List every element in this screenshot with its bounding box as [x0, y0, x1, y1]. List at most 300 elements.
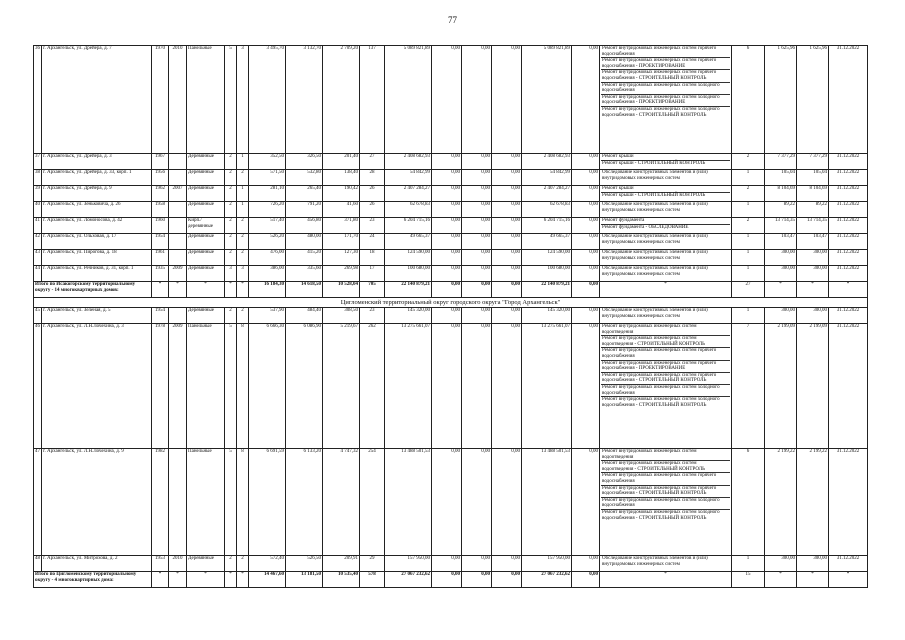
wall-material-cell: Деревянные: [187, 234, 225, 250]
year-built-cell: 1953: [152, 556, 169, 572]
work-item: Ремонт внутридомовых инженерных систем горячего водоснабжения: [601, 46, 730, 58]
fund-local-cell: 0,00: [492, 218, 522, 234]
total-area-cell: 352,50: [249, 154, 286, 170]
works-cell: [600, 449, 732, 556]
works-count-cell: 6: [732, 46, 765, 154]
table-row: [34, 308, 868, 324]
fund-regional-cell: 0,00: [462, 449, 492, 556]
fund-local-cell: 0,00: [492, 170, 522, 186]
fund-other-cell: 0,00: [572, 218, 600, 234]
floors-cell: 5: [225, 46, 237, 154]
subtotal-deadline: *: [829, 572, 868, 588]
address-cell: г. Архангельск, ул. Ольховая, д. 17: [42, 234, 152, 250]
fund-federal-cell: 0,00: [432, 449, 462, 556]
table-row: [34, 234, 868, 250]
year-renovated-cell: [169, 154, 187, 170]
row-number: 46: [34, 324, 42, 449]
living-area-cell: 265,40: [286, 186, 323, 202]
fund-local-cell: 0,00: [492, 449, 522, 556]
work-item: Обследование конструктивных элементов и (или) внутридомовых инженерных систем: [602, 170, 708, 181]
residents-cell: 24: [360, 234, 385, 250]
deadline-cell: 31.12.2022: [829, 170, 868, 186]
fund-other-cell: 0,00: [572, 46, 600, 154]
fund-owners-cell: 13 275 661,07: [522, 324, 572, 449]
table-row: [34, 170, 868, 186]
living-area-cell: 532,80: [286, 170, 323, 186]
unit-cost-cell: 300,00: [765, 308, 797, 324]
row-number: 44: [34, 266, 42, 282]
works-cell: [600, 202, 732, 218]
subtotal-living_priv: 10 535,40: [323, 572, 360, 588]
unit-cost-cell: 300,00: [765, 250, 797, 266]
subtotal-floors: *: [225, 572, 237, 588]
deadline-cell: 31.12.2022: [829, 308, 868, 324]
entrances-cell: 1: [237, 202, 249, 218]
entrances-cell: 2: [237, 250, 249, 266]
max-cost-cell: 7 377,29: [797, 154, 829, 170]
work-item: Ремонт фундамента - ОБСЛЕДОВАНИЕ: [602, 224, 689, 230]
table-row: [34, 218, 868, 234]
subtotal-deadline: *: [829, 282, 868, 298]
fund-owners-cell: 13 488 501,53: [522, 449, 572, 556]
unit-cost-cell: 7 377,29: [765, 154, 797, 170]
fund-federal-cell: 0,00: [432, 170, 462, 186]
work-item: Ремонт внутридомовых инженерных систем горячего водоснабжения: [601, 473, 730, 485]
subtotal-label: Итого по Цигломенскому территориальному округу - 4 многоквартирных дома:: [34, 572, 152, 588]
work-item: Ремонт внутридомовых инженерных систем холодного водоснабжения: [601, 83, 730, 95]
unit-cost-cell: 300,00: [765, 556, 797, 572]
fund-owners-cell: 6 204 715,16: [522, 218, 572, 234]
row-number: 38: [34, 170, 42, 186]
work-item: Ремонт внутридомовых инженерных систем холодного водоснабжения - СТРОИТЕЛЬНЫЙ КОНТРОЛЬ: [602, 509, 720, 521]
cost-cell: 62 678,83: [385, 202, 432, 218]
fund-local-cell: 0,00: [492, 154, 522, 170]
fund-owners-cell: 5 089 821,89: [522, 46, 572, 154]
table-row: [34, 186, 868, 202]
fund-federal-cell: 0,00: [432, 202, 462, 218]
fund-federal-cell: 0,00: [432, 324, 462, 449]
subtotal-reno: *: [169, 282, 187, 298]
max-cost-cell: 13 714,35: [797, 218, 829, 234]
deadline-cell: 31.12.2022: [829, 218, 868, 234]
subtotal-fund_owners: 27 067 232,62: [522, 572, 572, 588]
table-row: [34, 46, 868, 154]
total-area-cell: 517,40: [249, 218, 286, 234]
work-item: Ремонт внутридомовых инженерных систем холодного водоснабжения - СТРОИТЕЛЬНЫЙ КОНТРОЛЬ: [602, 106, 720, 118]
table-row: [34, 266, 868, 282]
row-number: 36: [34, 46, 42, 154]
fund-federal-cell: 0,00: [432, 556, 462, 572]
wall-material-cell: Деревянные: [187, 250, 225, 266]
subtotal-fund_other: 0,00: [572, 282, 600, 298]
works-count-cell: 1: [732, 234, 765, 250]
subtotal-unit-cost: *: [765, 282, 797, 298]
max-cost-cell: 105,04: [797, 170, 829, 186]
cost-cell: 49 665,37: [385, 234, 432, 250]
residents-cell: 262: [360, 324, 385, 449]
work-item: Ремонт внутридомовых инженерных систем холодного водоснабжения - СТРОИТЕЛЬНЫЙ КОНТРОЛЬ: [602, 397, 720, 408]
unit-cost-cell: 300,00: [765, 266, 797, 282]
table-row: [34, 324, 868, 449]
subtotal-entr: *: [237, 282, 249, 298]
fund-regional-cell: 0,00: [462, 218, 492, 234]
fund-owners-cell: 100 680,00: [522, 266, 572, 282]
address-cell: г. Архангельск, ул. Дрейера, д. 33, корп. 1: [42, 170, 152, 186]
total-area-cell: 526,20: [249, 234, 286, 250]
subtotal-works: *: [600, 572, 732, 588]
year-built-cell: 1982: [152, 449, 169, 556]
subtotal-material: *: [187, 282, 225, 298]
subtotal-max-cost: *: [797, 572, 829, 588]
address-cell: г. Архангельск, ул. Л.Н.Лочехина, д. 9: [42, 449, 152, 556]
floors-cell: 2: [225, 202, 237, 218]
residents-cell: 254: [360, 449, 385, 556]
year-built-cell: 1954: [152, 308, 169, 324]
work-item: Ремонт внутридомовых инженерных систем горячего водоснабжения - СТРОИТЕЛЬНЫЙ КОНТРОЛЬ: [601, 486, 730, 498]
cost-cell: 13 275 661,07: [385, 324, 432, 449]
residents-cell: 23: [360, 308, 385, 324]
works-cell: [600, 324, 732, 449]
deadline-cell: 31.12.2022: [829, 46, 868, 154]
fund-local-cell: 0,00: [492, 46, 522, 154]
address-cell: г. Архангельск, ул. Дрейера, д. 9: [42, 186, 152, 202]
unit-cost-cell: 1 625,96: [765, 46, 797, 154]
work-item: Обследование конструктивных элементов и (или) внутридомовых инженерных систем: [602, 556, 708, 567]
works-count-cell: 2: [732, 186, 765, 202]
wall-material-cell: Кирп./ деревянные: [187, 218, 225, 234]
fund-local-cell: 0,00: [492, 234, 522, 250]
row-number: 42: [34, 234, 42, 250]
subtotal-cost: 27 067 232,62: [385, 572, 432, 588]
fund-owners-cell: 2 408 682,93: [522, 154, 572, 170]
work-item: Ремонт внутридомовых инженерных систем горячего водоснабжения - СТРОИТЕЛЬНЫЙ КОНТРОЛЬ: [601, 70, 730, 82]
living-area-cell: 484,40: [286, 308, 323, 324]
year-built-cell: 1970: [152, 46, 169, 154]
row-number: 37: [34, 154, 42, 170]
subtotal-built: *: [152, 282, 169, 298]
entrances-cell: 2: [237, 218, 249, 234]
fund-federal-cell: 0,00: [432, 46, 462, 154]
max-cost-cell: 89,22: [797, 202, 829, 218]
work-item: Ремонт крыши - СТРОИТЕЛЬНЫЙ КОНТРОЛЬ: [602, 160, 706, 166]
deadline-cell: 31.12.2022: [829, 202, 868, 218]
works-count-cell: 2: [732, 218, 765, 234]
residents-cell: 29: [360, 556, 385, 572]
fund-other-cell: 0,00: [572, 556, 600, 572]
cost-cell: 124 590,00: [385, 250, 432, 266]
fund-owners-cell: 49 665,37: [522, 234, 572, 250]
subtotal-entr: *: [237, 572, 249, 588]
year-built-cell: 1956: [152, 170, 169, 186]
subtotal-fund_federal: 0,00: [432, 282, 462, 298]
floors-cell: 2: [225, 556, 237, 572]
fund-other-cell: 0,00: [572, 202, 600, 218]
subtotal-fund_regional: 0,00: [462, 572, 492, 588]
fund-local-cell: 0,00: [492, 186, 522, 202]
floors-cell: 5: [225, 324, 237, 449]
address-cell: г. Архангельск, ул. Дрейера, д. 3: [42, 154, 152, 170]
works-count-cell: 1: [732, 250, 765, 266]
living-area-cell: 526,50: [286, 556, 323, 572]
row-number: 40: [34, 202, 42, 218]
private-area-cell: 190,42: [323, 186, 360, 202]
fund-owners-cell: 2 407 284,27: [522, 186, 572, 202]
address-cell: г. Архангельск, ул. Зеньковича, д. 26: [42, 202, 152, 218]
work-item: Ремонт внутридомовых инженерных систем холодного водоснабжения: [601, 498, 730, 510]
max-cost-cell: 8 104,69: [797, 186, 829, 202]
total-area-cell: 476,00: [249, 250, 286, 266]
works-cell: [600, 266, 732, 282]
entrances-cell: 2: [237, 170, 249, 186]
total-area-cell: 572,40: [249, 556, 286, 572]
table-row: [34, 449, 868, 556]
address-cell: г. Архангельск, ул. Речников, д. 31, корп. 1: [42, 266, 152, 282]
fund-other-cell: 0,00: [572, 250, 600, 266]
private-area-cell: 138,40: [323, 170, 360, 186]
living-area-cell: 6 133,20: [286, 449, 323, 556]
floors-cell: 2: [225, 234, 237, 250]
subtotal-fund_regional: 0,00: [462, 282, 492, 298]
fund-owners-cell: 157 950,00: [522, 556, 572, 572]
year-renovated-cell: [169, 170, 187, 186]
fund-local-cell: 0,00: [492, 556, 522, 572]
fund-owners-cell: 62 678,83: [522, 202, 572, 218]
wall-material-cell: Панельные: [187, 324, 225, 449]
work-item: Обследование конструктивных элементов и (или) внутридомовых инженерных систем: [602, 250, 708, 261]
cost-cell: 54 842,99: [385, 170, 432, 186]
row-number: 43: [34, 250, 42, 266]
cost-cell: 2 408 682,93: [385, 154, 432, 170]
unit-cost-cell: 2 199,22: [765, 449, 797, 556]
fund-other-cell: 0,00: [572, 449, 600, 556]
work-item: Ремонт крыши: [601, 154, 730, 161]
fund-federal-cell: 0,00: [432, 308, 462, 324]
fund-regional-cell: 0,00: [462, 250, 492, 266]
private-area-cell: 371,80: [323, 218, 360, 234]
private-area-cell: 209,91: [323, 556, 360, 572]
fund-regional-cell: 0,00: [462, 266, 492, 282]
deadline-cell: 31.12.2022: [829, 449, 868, 556]
work-item: Ремонт внутридомовых инженерных систем водоотведения - СТРОИТЕЛЬНЫЙ КОНТРОЛЬ: [601, 336, 730, 348]
works-cell: [600, 218, 732, 234]
floors-cell: 2: [225, 218, 237, 234]
entrances-cell: 2: [237, 234, 249, 250]
total-area-cell: 537,90: [249, 308, 286, 324]
wall-material-cell: Деревянные: [187, 202, 225, 218]
fund-regional-cell: 0,00: [462, 170, 492, 186]
address-cell: г. Архангельск, ул. Митрохова, д. 2: [42, 556, 152, 572]
deadline-cell: 31.12.2022: [829, 324, 868, 449]
fund-local-cell: 0,00: [492, 308, 522, 324]
year-renovated-cell: [169, 202, 187, 218]
deadline-cell: 31.12.2022: [829, 250, 868, 266]
works-count-cell: 1: [732, 556, 765, 572]
work-item: Ремонт внутридомовых инженерных систем горячего водоснабжения: [601, 348, 730, 360]
address-cell: г. Архангельск, ул. Дрейера, д. 7: [42, 46, 152, 154]
subtotal-built: *: [152, 572, 169, 588]
year-built-cell: 1935: [152, 266, 169, 282]
fund-federal-cell: 0,00: [432, 266, 462, 282]
work-item: Ремонт крыши: [601, 186, 730, 193]
floors-cell: 5: [225, 449, 237, 556]
entrances-cell: 8: [237, 324, 249, 449]
deadline-cell: 31.12.2022: [829, 266, 868, 282]
year-built-cell: 1961: [152, 250, 169, 266]
work-item: Ремонт внутридомовых инженерных систем водоотведения: [601, 449, 730, 461]
max-cost-cell: 1 625,96: [797, 46, 829, 154]
subtotal-living: 14 618,50: [286, 282, 323, 298]
works-count-cell: 6: [732, 449, 765, 556]
work-item: Ремонт внутридомовых инженерных систем водоотведения: [601, 324, 730, 336]
subtotal-floors: *: [225, 282, 237, 298]
max-cost-cell: 2 199,09: [797, 324, 829, 449]
work-item: Ремонт внутридомовых инженерных систем холодного водоснабжения - ПРОЕКТИРОВАНИЕ: [601, 95, 730, 107]
cost-cell: 145 320,00: [385, 308, 432, 324]
subtotal-living_priv: 10 528,04: [323, 282, 360, 298]
year-built-cell: 1962: [152, 186, 169, 202]
residents-cell: 28: [360, 170, 385, 186]
row-number: 47: [34, 449, 42, 556]
fund-local-cell: 0,00: [492, 250, 522, 266]
private-area-cell: 127,30: [323, 250, 360, 266]
works-count-cell: 1: [732, 202, 765, 218]
page-number: 77: [448, 15, 457, 25]
fund-other-cell: 0,00: [572, 266, 600, 282]
subtotal-label: Итого по Исакогорскому территориальному округу - 14 многоквартирных домов:: [34, 282, 152, 298]
year-built-cell: 1978: [152, 324, 169, 449]
cost-cell: 100 680,00: [385, 266, 432, 282]
work-item: Ремонт внутридомовых инженерных систем горячего водоснабжения - ПРОЕКТИРОВАНИЕ: [601, 361, 730, 373]
subtotal-row: [34, 282, 868, 298]
deadline-cell: 31.12.2022: [829, 154, 868, 170]
subtotal-count: 15: [732, 572, 765, 588]
residents-cell: 26: [360, 202, 385, 218]
unit-cost-cell: 8 104,69: [765, 186, 797, 202]
work-item: Ремонт крыши - СТРОИТЕЛЬНЫЙ КОНТРОЛЬ: [602, 192, 706, 198]
cost-cell: 157 950,00: [385, 556, 432, 572]
row-number: 39: [34, 186, 42, 202]
wall-material-cell: Деревянные: [187, 556, 225, 572]
deadline-cell: 31.12.2022: [829, 186, 868, 202]
wall-material-cell: Деревянные: [187, 266, 225, 282]
fund-owners-cell: 54 842,99: [522, 170, 572, 186]
subtotal-row: [34, 572, 868, 588]
subtotal-total_area: 14 467,60: [249, 572, 286, 588]
residents-cell: 137: [360, 46, 385, 154]
works-cell: [600, 308, 732, 324]
subtotal-unit-cost: *: [765, 572, 797, 588]
subtotal-max-cost: *: [797, 282, 829, 298]
work-item: Обследование конструктивных элементов и (или) внутридомовых инженерных систем: [602, 202, 708, 213]
total-area-cell: 726,20: [249, 202, 286, 218]
residents-cell: 23: [360, 218, 385, 234]
work-item: Обследование конструктивных элементов и (или) внутридомовых инженерных систем: [602, 308, 708, 319]
address-cell: г. Архангельск, ул. Ломоносова, д. 42: [42, 218, 152, 234]
subtotal-total_area: 16 184,30: [249, 282, 286, 298]
fund-regional-cell: 0,00: [462, 154, 492, 170]
table-row: [34, 250, 868, 266]
cost-cell: 6 204 715,16: [385, 218, 432, 234]
table-row: [34, 556, 868, 572]
fund-regional-cell: 0,00: [462, 308, 492, 324]
total-area-cell: 571,50: [249, 170, 286, 186]
works-cell: [600, 556, 732, 572]
private-area-cell: 201,40: [323, 154, 360, 170]
fund-federal-cell: 0,00: [432, 186, 462, 202]
floors-cell: 2: [225, 186, 237, 202]
subtotal-living: 13 181,50: [286, 572, 323, 588]
floors-cell: 2: [225, 250, 237, 266]
living-area-cell: 791,20: [286, 202, 323, 218]
living-area-cell: 456,80: [286, 218, 323, 234]
cost-cell: 2 407 284,27: [385, 186, 432, 202]
entrances-cell: 8: [237, 449, 249, 556]
subtotal-fund_local: 0,00: [492, 282, 522, 298]
total-area-cell: 281,10: [249, 186, 286, 202]
wall-material-cell: Деревянные: [187, 170, 225, 186]
fund-other-cell: 0,00: [572, 154, 600, 170]
subtotal-fund_owners: 22 140 879,21: [522, 282, 572, 298]
max-cost-cell: 300,00: [797, 266, 829, 282]
works-cell: [600, 234, 732, 250]
residents-cell: 26: [360, 186, 385, 202]
wall-material-cell: Панельные: [187, 46, 225, 154]
works-count-cell: 2: [732, 154, 765, 170]
private-area-cell: 4 747,32: [323, 449, 360, 556]
fund-local-cell: 0,00: [492, 324, 522, 449]
fund-other-cell: 0,00: [572, 170, 600, 186]
work-item: Ремонт внутридомовых инженерных систем водоотведения - СТРОИТЕЛЬНЫЙ КОНТРОЛЬ: [601, 461, 730, 473]
total-area-cell: 3 495,70: [249, 46, 286, 154]
address-cell: г. Архангельск, ул. Пирогова, д. 18: [42, 250, 152, 266]
table-row: [34, 202, 868, 218]
wall-material-cell: Панельные: [187, 449, 225, 556]
max-cost-cell: 300,00: [797, 556, 829, 572]
residents-cell: 17: [360, 266, 385, 282]
subtotal-residents: 578: [360, 572, 385, 588]
floors-cell: 2: [225, 154, 237, 170]
row-number: 48: [34, 556, 42, 572]
wall-material-cell: Деревянные: [187, 308, 225, 324]
fund-local-cell: 0,00: [492, 202, 522, 218]
section-title: Цигломенский территориальный округ городского округа "Город Архангельск": [34, 298, 868, 308]
subtotal-count: 27: [732, 282, 765, 298]
private-area-cell: 308,50: [323, 308, 360, 324]
unit-cost-cell: 103,47: [765, 234, 797, 250]
works-count-cell: 1: [732, 170, 765, 186]
fund-other-cell: 0,00: [572, 186, 600, 202]
year-renovated-cell: [169, 234, 187, 250]
fund-regional-cell: 0,00: [462, 324, 492, 449]
entrances-cell: 2: [237, 556, 249, 572]
work-item: Ремонт внутридомовых инженерных систем горячего водоснабжения - ПРОЕКТИРОВАНИЕ: [601, 58, 730, 70]
year-renovated-cell: [169, 308, 187, 324]
address-cell: г. Архангельск, ул. Зеленая, д. 5: [42, 308, 152, 324]
subtotal-residents: 705: [360, 282, 385, 298]
works-cell: [600, 186, 732, 202]
works-cell: [600, 170, 732, 186]
work-item: Ремонт внутридомовых инженерных систем холодного водоснабжения: [601, 385, 730, 397]
year-renovated-cell: [169, 449, 187, 556]
year-renovated-cell: 2009: [169, 324, 187, 449]
unit-cost-cell: 105,04: [765, 170, 797, 186]
subtotal-fund_other: 0,00: [572, 572, 600, 588]
fund-regional-cell: 0,00: [462, 46, 492, 154]
subtotal-fund_federal: 0,00: [432, 572, 462, 588]
section-header-row: [34, 298, 868, 308]
entrances-cell: 1: [237, 186, 249, 202]
entrances-cell: 3: [237, 46, 249, 154]
